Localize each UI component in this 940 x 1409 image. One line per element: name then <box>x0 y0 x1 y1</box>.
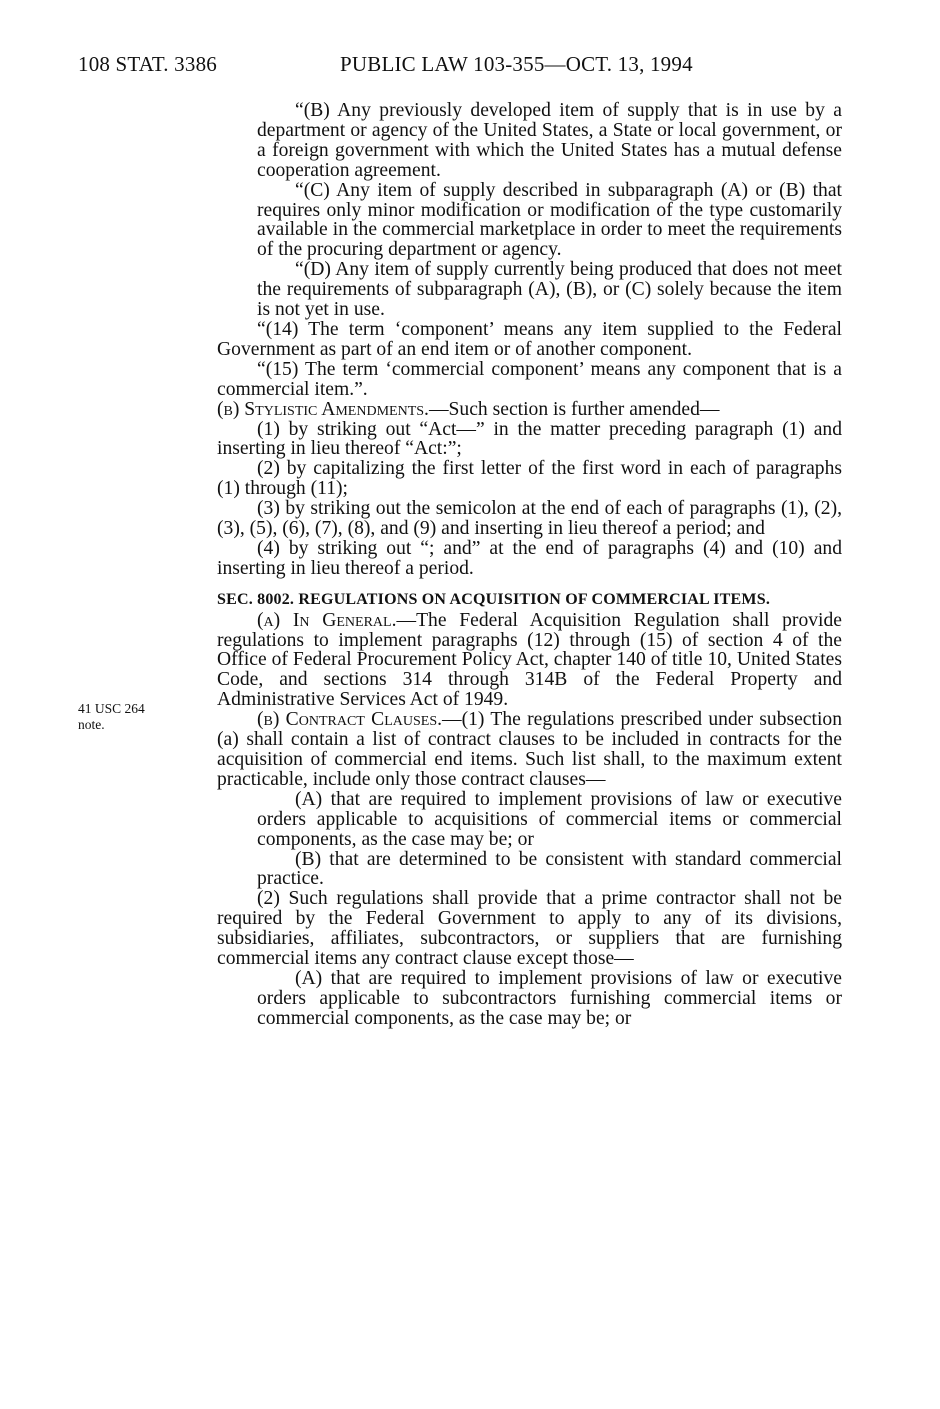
stylistic-amendments-heading: (b) Stylistic Amendments. <box>217 398 429 420</box>
subsection-a-heading: (a) In General. <box>257 609 397 631</box>
stylistic-amendments <box>217 400 842 420</box>
contract-clauses-heading: (b) Contract Clauses. <box>257 709 443 731</box>
law-and-date: PUBLIC LAW 103-355—OCT. 13, 1994 <box>340 52 693 76</box>
subparagraph-d: “(D) Any item of supply currently being produced that does not meet the requirements of subparagraph (A), (B), or (C) solely because the item is not yet in use. <box>257 259 842 321</box>
margin-citation-note <box>78 701 188 733</box>
statute-body <box>217 101 842 1029</box>
clause-b: (B) that are determined to be consistent with standard commercial practice. <box>257 848 842 890</box>
clause-a: (A) that are required to implement provisions of law or executive orders applicable to acquisitions of commercial items or commercial components, as the case may be; or <box>257 788 842 850</box>
page-header <box>78 52 900 82</box>
amendment-4: (4) by striking out “; and” at the end of paragraphs (4) and (10) and inserting in lieu thereof a period. <box>217 537 842 579</box>
paragraph-2-prime-contractor: (2) Such regulations shall provide that a prime contractor shall not be required by the Federal Government to apply to any of its divisions, subsidiaries, affiliates, subcontractors, or suppliers that are furnishing commercial items any contract clause except those— <box>217 888 842 970</box>
amendment-3: (3) by striking out the semicolon at the end of each of paragraphs (1), (2), (3), (5), (6), (7), (8), and (9) and inserting in lieu thereof a period; and <box>217 498 842 540</box>
contract-clauses-text: —(1) The regulations prescribed under subsection (a) shall contain a list of contract clauses to be included in contracts for the acquisition of commercial end items. Such list shall, to the maximum extent practicable, include only those contract clauses— <box>217 709 842 790</box>
clause-2a: (A) that are required to implement provisions of law or executive orders applicable to subcontractors furnishing commercial items or commercial components, as the case may be; or <box>257 967 842 1029</box>
subparagraph-c: “(C) Any item of supply described in subparagraph (A) or (B) that requires only minor modification or modification of the type customarily available in the commercial marketplace in order to meet the requirements of the procuring department or agency. <box>257 179 842 261</box>
margin-note-line-2: note. <box>78 717 105 732</box>
subsection-a <box>217 611 842 711</box>
margin-note-line-1: 41 USC 264 <box>78 701 145 716</box>
amendment-1: (1) by striking out “Act—” in the matter preceding paragraph (1) and inserting in lieu thereof “Act:”; <box>217 418 842 460</box>
amendment-2: (2) by capitalizing the first letter of the first word in each of paragraphs (1) through (11); <box>217 458 842 500</box>
stylistic-amendments-text: —Such section is further amended— <box>428 398 720 420</box>
subparagraph-b: “(B) Any previously developed item of supply that is in use by a department or agency of the United States, a State or local government, or a foreign government with which the United States has a mutual defense cooperation agreement. <box>257 100 842 181</box>
stat-reference: 108 STAT. 3386 <box>78 52 217 76</box>
paragraph-15: “(15) The term ‘commercial component’ means any component that is a commercial item.”. <box>217 358 842 400</box>
subsection-b-contract-clauses <box>217 710 842 790</box>
section-heading: SEC. 8002. REGULATIONS ON ACQUISITION OF COMMERCIAL ITEMS. <box>217 590 771 608</box>
paragraph-14: “(14) The term ‘component’ means any item supplied to the Federal Government as part of an end item or of another component. <box>217 318 842 360</box>
subsection-a-text: —The Federal Acquisition Regulation shall provide regulations to implement paragraphs (12) through (15) of section 4 of the Office of Federal Procurement Policy Act, chapter 140 of title 10, United States Code, and sections 314 through 314B of the Federal Property and Administrative Services Act of 1949. <box>217 609 842 711</box>
